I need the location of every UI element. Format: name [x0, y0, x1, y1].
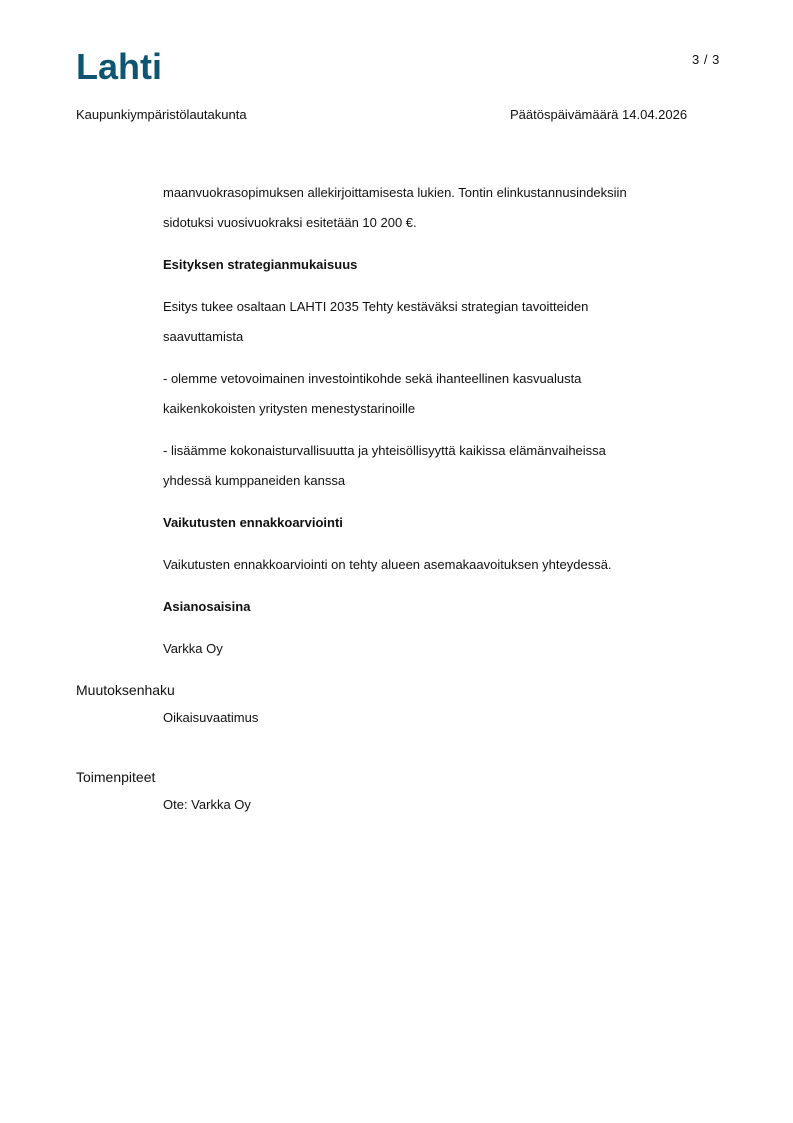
committee-name: Kaupunkiympäristölautakunta	[76, 107, 247, 122]
decision-date: Päätöspäivämäärä 14.04.2026	[510, 107, 688, 122]
bullet-2-line-1: - lisäämme kokonaisturvallisuutta ja yhteisöllisyyttä kaikissa elämänvaiheissa	[163, 443, 606, 458]
parties-text: Varkka Oy	[163, 641, 223, 656]
impact-heading: Vaikutusten ennakkoarviointi	[163, 515, 343, 530]
page-number: 3 / 3	[692, 52, 720, 67]
logo-text: Lahti	[76, 48, 162, 82]
impact-text: Vaikutusten ennakkoarviointi on tehty alueen asemakaavoituksen yhteydessä.	[163, 557, 612, 572]
bullet-1-line-1: - olemme vetovoimainen investointikohde sekä ihanteellinen kasvualusta	[163, 371, 582, 386]
lahti-logo-mark	[76, 48, 168, 82]
bullet-1-line-2: kaikenkokoisten yritysten menestystarinoille	[163, 401, 416, 416]
strategy-line-2: saavuttamista	[163, 329, 244, 344]
actions-value: Ote: Varkka Oy	[163, 797, 251, 812]
document-body	[163, 178, 723, 664]
actions-label: Toimenpiteet	[76, 769, 156, 785]
intro-line-2: sidotuksi vuosivuokraksi esitetään 10 200 €.	[163, 215, 417, 230]
parties-heading: Asianosaisina	[163, 599, 251, 614]
strategy-line-1: Esitys tukee osaltaan LAHTI 2035 Tehty kestäväksi strategian tavoitteiden	[163, 299, 589, 314]
lahti-logo	[76, 48, 168, 82]
intro-line-1: maanvuokrasopimuksen allekirjoittamisesta lukien. Tontin elinkustannusindeksiin	[163, 185, 627, 200]
appeal-label: Muutoksenhaku	[76, 682, 175, 698]
appeal-value: Oikaisuvaatimus	[163, 710, 259, 725]
strategy-heading: Esityksen strategianmukaisuus	[163, 257, 358, 272]
bullet-2-line-2: yhdessä kumppaneiden kanssa	[163, 473, 346, 488]
